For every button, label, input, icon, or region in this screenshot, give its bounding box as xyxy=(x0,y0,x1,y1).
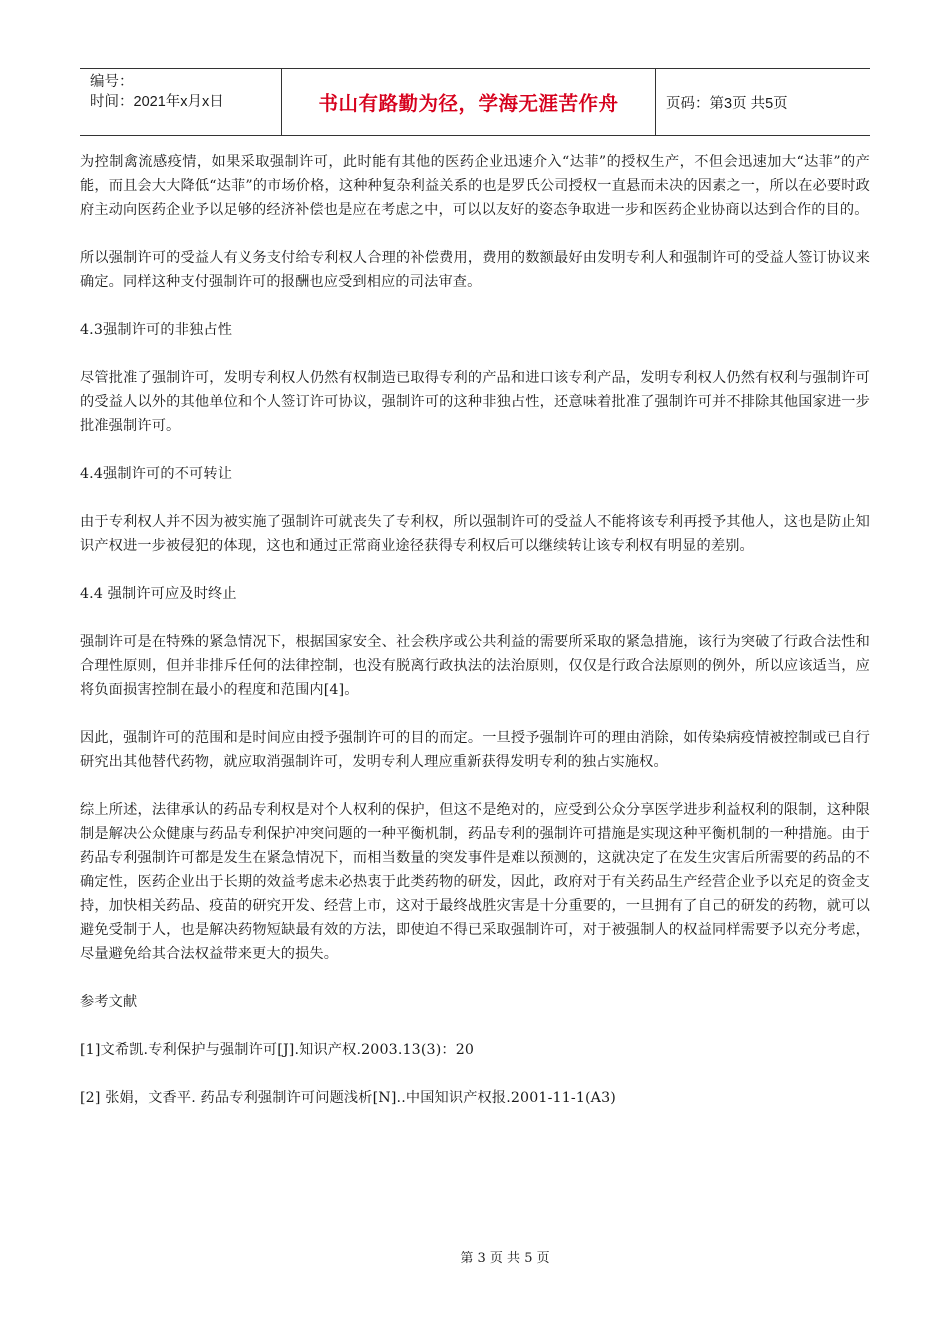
section-heading-4-3: 4.3强制许可的非独占性 xyxy=(80,322,233,338)
paragraph xyxy=(80,150,870,222)
reference-item: [1]文希凯.专利保护与强制许可[J].知识产权.2003.13(3)：20 xyxy=(80,1042,475,1058)
header-page-number: 页码：第3页 共5页 xyxy=(666,95,788,112)
paragraph xyxy=(80,366,870,438)
paragraph-text: 因此，强制许可的范围和是时间应由授予强制许可的目的而定。一旦授予强制许可的理由消除，如传染病疫情被控制或已自行研究出其他替代药物，就应取消强制许可，发明专利人理应重新获得发明专利的独占实施权。 xyxy=(80,730,870,770)
section-heading-4-4-b: 4.4 强制许可应及时终止 xyxy=(80,586,237,602)
paragraph-text: 综上所述，法律承认的药品专利权是对个人权利的保护，但这不是绝对的，应受到公众分享医学进步利益权利的限制，这种限制是解决公众健康与药品专利保护冲突问题的一种平衡机制，药品专利的强制许可措施是实现这种平衡机制的一种措施。由于药品专利强制许可都是发生在紧急情况下，而相当数量的突发事件是难以预测的，这就决定了在发生灾害后所需要的药品的不确定性，医药企业出于长期的效益考虑未必热衷于此类药物的研发，因此，政府对于有关药品生产经营企业予以充足的资金支持，加快相关药品、疫苗的研究开发、经营上市，这对于最终战胜灾害是十分重要的，一旦拥有了自己的研发的药物，就可以避免受制于人，也是解决药物短缺最有效的方法，即使迫不得已采取强制许可，对于被强制人的权益同样需要予以充分考虑，尽量避免给其合法权益带来更大的损失。 xyxy=(80,802,870,962)
paragraph xyxy=(80,510,870,558)
paragraph-text: 为控制禽流感疫情，如果采取强制许可，此时能有其他的医药企业迅速介入“达菲”的授权生产，不但会迅速加大“达菲”的产能，而且会大大降低“达菲”的市场价格，这种种复杂利益关系的也是罗氏公司授权一直悬而未决的因素之一，所以在必要时政府主动向医药企业予以足够的经济补偿也是应在考虑之中，可以以友好的姿态争取进一步和医药企业协商以达到合作的目的。 xyxy=(80,154,870,218)
paragraph-text: 尽管批准了强制许可，发明专利权人仍然有权制造已取得专利的产品和进口该专利产品，发明专利权人仍然有权利与强制许可的受益人以外的其他单位和个人签订许可协议，强制许可的这种非独占性，还意味着批准了强制许可并不排除其他国家进一步批准强制许可。 xyxy=(80,370,870,434)
header-motto: 书山有路勤为径，学海无涯苦作舟 xyxy=(282,69,656,135)
paragraph xyxy=(80,798,870,966)
header-date: 时间：2021年x月x日 xyxy=(90,94,224,110)
references-title: 参考文献 xyxy=(80,994,138,1010)
paragraph-text: 所以强制许可的受益人有义务支付给专利权人合理的补偿费用，费用的数额最好由发明专利人和强制许可的受益人签订协议来确定。同样这种支付强制许可的报酬也应受到相应的司法审查。 xyxy=(80,250,870,290)
reference-item: [2] 张娟，文香平. 药品专利强制许可问题浅析[N]..中国知识产权报.2001-11-1(A3) xyxy=(80,1090,616,1106)
paragraph xyxy=(80,726,870,774)
paragraph xyxy=(80,630,870,702)
header-meta xyxy=(80,69,282,135)
paragraph-text: 强制许可是在特殊的紧急情况下，根据国家安全、社会秩序或公共利益的需要所采取的紧急措施，该行为突破了行政合法性和合理性原则，但并非排斥任何的法律控制，也没有脱离行政执法的法治原则，仅仅是行政合法原则的例外，所以应该适当，应将负面损害控制在最小的程度和范围内[4]。 xyxy=(80,634,870,698)
page-footer: 第 3 页 共 5 页 xyxy=(460,1251,550,1266)
document-body xyxy=(80,150,870,1134)
paragraph xyxy=(80,246,870,294)
section-heading-4-4-a: 4.4强制许可的不可转让 xyxy=(80,466,233,482)
header-number: 编号： xyxy=(90,74,134,90)
document-header xyxy=(80,68,870,136)
paragraph-text: 由于专利权人并不因为被实施了强制许可就丧失了专利权，所以强制许可的受益人不能将该专利再授予其他人，这也是防止知识产权进一步被侵犯的体现，这也和通过正常商业途径获得专利权后可以继续转让该专利权有明显的差别。 xyxy=(80,514,870,554)
